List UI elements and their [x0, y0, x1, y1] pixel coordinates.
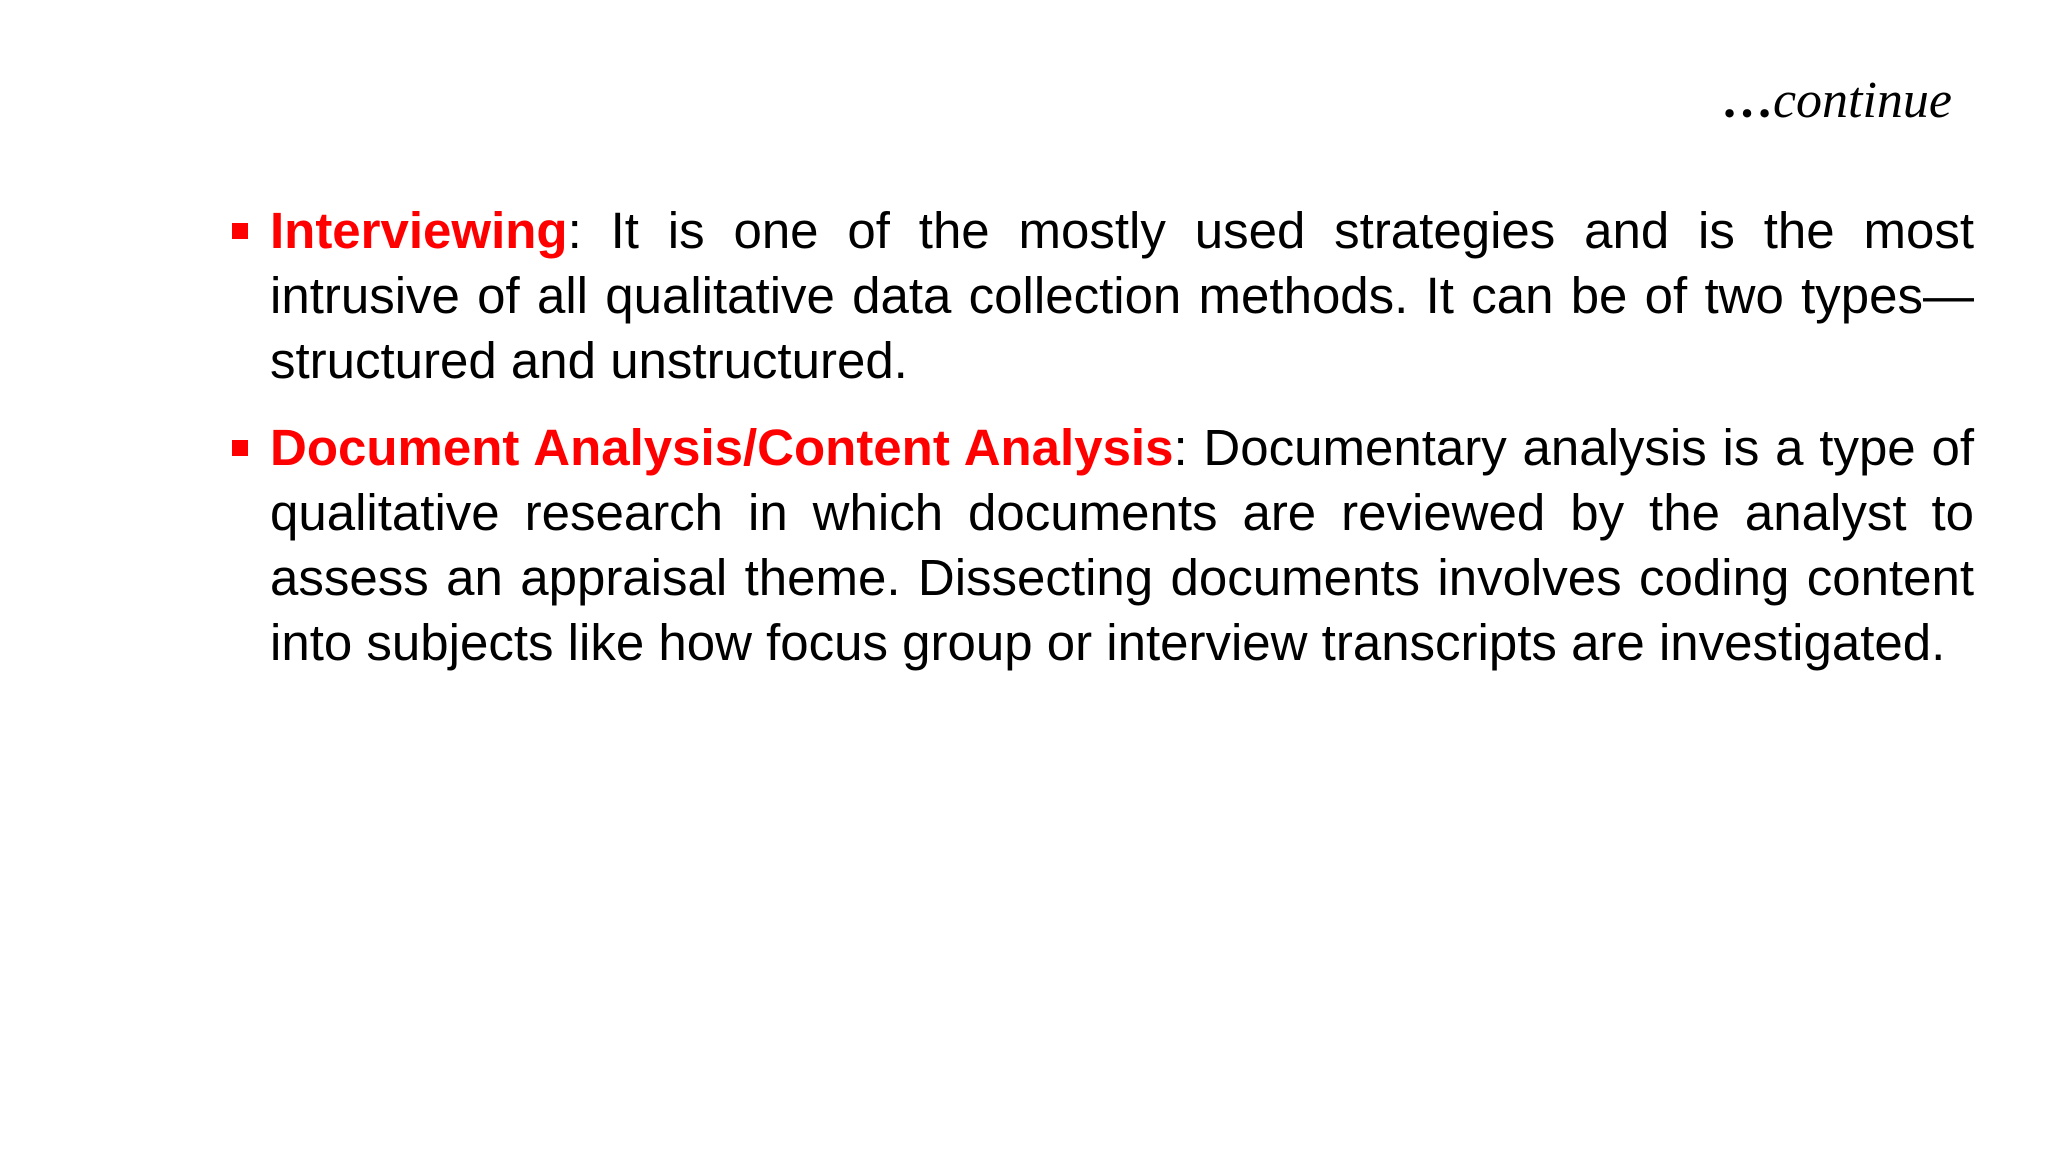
bullet-term: Document Analysis/Content Analysis: [270, 419, 1174, 476]
continue-word: continue: [1772, 72, 1952, 129]
square-bullet-icon: [232, 223, 248, 239]
bullet-separator: :: [1173, 419, 1188, 476]
bullet-list: [0, 198, 2048, 697]
bullet-item-interviewing: [270, 198, 1974, 393]
continue-label: [1721, 70, 1952, 132]
square-bullet-icon: [232, 440, 248, 456]
bullet-separator: :: [567, 202, 582, 259]
bullet-item-document-analysis: [270, 415, 1974, 675]
bullet-text: It is one of the mostly used strategies and is the most intrusive of all qualitative data collection methods. It can be of two types—structured and unstructured.: [270, 202, 1974, 389]
bullet-term: Interviewing: [270, 202, 568, 259]
bullet-text: Documentary analysis is a type of qualitative research in which documents are reviewed by the analyst to assess an appraisal theme. Dissecting documents involves coding content into subjects like how focus group or interview transcripts are investigated.: [270, 419, 1974, 671]
continue-ellipsis: …: [1720, 72, 1773, 129]
